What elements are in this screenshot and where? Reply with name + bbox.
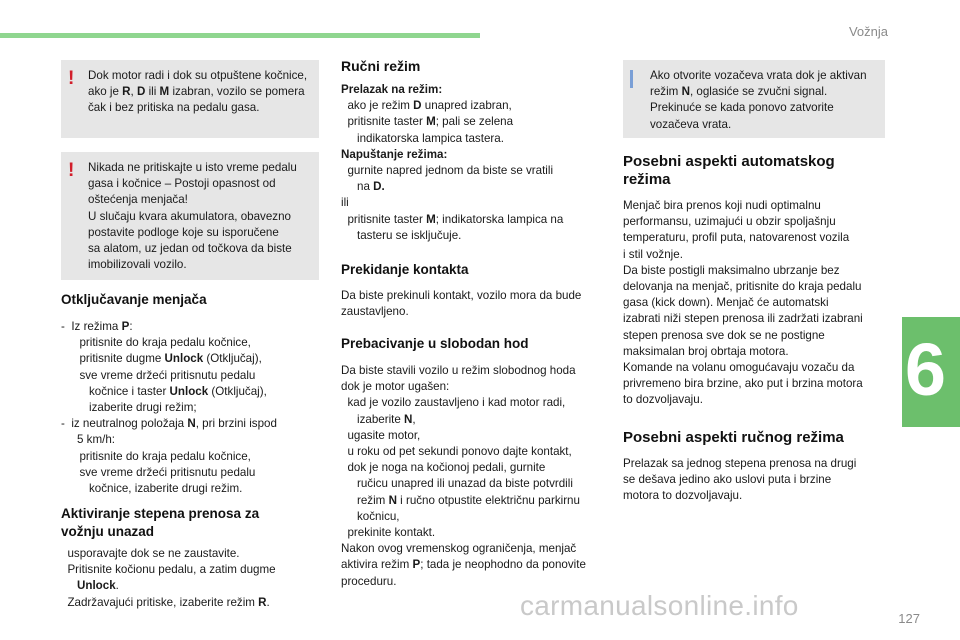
list-item: ručicu unapred ili unazad da biste potvrdili: [357, 477, 573, 491]
list-item: Pritisnite kočionu pedalu, a zatim dugme: [67, 563, 276, 577]
list-item: - iz neutralnog položaja N, pri brzini ispod: [61, 417, 277, 431]
list-item: kad je vozilo zaustavljeno i kad motor radi,: [347, 396, 566, 410]
list-item: tasteru se isključuje.: [357, 228, 462, 242]
list-item: - Iz režima P:: [61, 320, 133, 333]
warning-text: čak i bez pritiska na pedalu gasa.: [88, 101, 260, 115]
heading-ignition-off: Prekidanje kontakta: [341, 262, 469, 277]
heading-freewheel: Prebacivanje u slobodan hod: [341, 336, 529, 351]
list-item: pritisnite dugme Unlock (Otključaj),: [79, 352, 262, 366]
info-box-driver-door: Ako otvorite vozačeva vrata dok je aktivan režim N, oglasiće se zvučni signal. Prekinuće se kada ponovo zatvorite vozačeva vrata.: [623, 60, 885, 138]
list-item: pritisnite do kraja pedalu kočnice,: [79, 336, 251, 350]
freewheel-steps: Da biste stavili vozilo u režim slobodnog hoda dok je motor ugašen: kad je vozilo zaustavljeno i kad motor radi, izaberite N, ugasite motor, u roku od pet sekundi ponovo dajte kontakt, dok je noga na kočionoj pedali, gurnite ručicu unapred ili unazad da biste potvrdili režim N i ručno otpustite električnu parkirnu kočnicu, prekinite kontakt. Nakon ovog vremenskog ograničenja, menjač aktivira režim P; tada je neophodno da ponovite proceduru.: [341, 363, 603, 590]
warning-text: U slučaju kvara akumulatora, obavezno: [88, 209, 291, 223]
warning-text: oštećenja menjača!: [88, 193, 188, 207]
warning-text: sa alatom, uz jedan od točkova da biste: [88, 242, 292, 256]
section-title: Vožnja: [848, 24, 888, 39]
heading-unlock-gearbox: Otključavanje menjača: [61, 292, 207, 307]
warning-text: Dok motor radi i dok su otpuštene kočnice,: [88, 69, 308, 82]
list-item: pritisnite taster M; indikatorska lampica na: [347, 212, 564, 226]
heading-automatic-mode: Posebni aspekti automatskog režima: [623, 153, 835, 188]
list-item: u roku od pet sekundi ponovo dajte kontakt,: [347, 445, 572, 459]
warning-icon: !: [68, 160, 75, 181]
list-item: na D.: [357, 180, 385, 194]
list-item: kočnicu,: [357, 509, 400, 523]
heading-manual-mode: Ručni režim: [341, 58, 421, 74]
reverse-steps: [61, 546, 319, 611]
warning-text: gasa i kočnice – Postoji opasnost od: [88, 177, 276, 191]
page-number: 127: [898, 611, 920, 626]
or-text: ili: [341, 196, 349, 210]
list-item: kočnice i taster Unlock (Otključaj),: [89, 384, 267, 398]
list-item: pritisnite do kraja pedalu kočnice,: [79, 449, 251, 463]
warning-box-pedals: [61, 152, 319, 280]
list-item: dok je noga na kočionoj pedali, gurnite: [347, 461, 546, 475]
list-item: prekinite kontakt.: [347, 526, 436, 540]
list-item: izaberite N,: [357, 412, 416, 426]
list-item: izaberite drugi režim;: [89, 401, 197, 415]
list-item: gurnite napred jednom da biste se vratili: [347, 164, 554, 178]
list-item: ugasite motor,: [347, 428, 421, 442]
header-accent-bar: [0, 33, 480, 38]
manual-mode-steps: [341, 82, 603, 244]
heading-manual-mode-aspects: Posebni aspekti ručnog režima: [623, 429, 844, 446]
chapter-number: 6: [904, 328, 946, 411]
list-item: sve vreme držeći pritisnutu pedalu: [79, 368, 256, 382]
list-item: sve vreme držeći pritisnutu pedalu: [79, 465, 256, 479]
subheading-enter-mode: Prelazak na režim:: [341, 83, 443, 96]
heading-reverse-gear: Aktiviranje stepena prenosa za vožnju unazad: [61, 506, 260, 539]
list-item: ako je režim D unapred izabran,: [347, 99, 512, 113]
list-item: usporavajte dok se ne zaustavite.: [67, 547, 240, 560]
subheading-exit-mode: Napuštanje režima:: [341, 147, 448, 161]
list-item: pritisnite taster M; pali se zelena: [347, 115, 514, 129]
warning-icon: !: [68, 68, 75, 89]
watermark: carmanualsonline.info: [520, 590, 799, 621]
automatic-mode-text: Menjač bira prenos koji nudi optimalnu performansu, uzimajući u obzir spoljašnju temperaturu, profil puta, natovarenost vozila i stil vožnje. Da biste postigli maksimalno ubrzanje bez delovanja na menjač, pritisnite do kraja pedalu gasa (kick down). Menjač će automatski izabrati niži stepen prenosa ili zadržati izabrani stepen prenosa sve dok se ne postigne maksimalan broj obrtaja motora. Komande na volanu omogućavaju vozaču da privremeno bira brzine, ako put i brzina motora to dozvoljavaju.: [623, 199, 863, 407]
warning-text: imobilizovali vozilo.: [88, 258, 187, 272]
list-item: 5 km/h:: [77, 433, 116, 447]
list-item: režim N i ručno otpustite električnu parkirnu: [357, 493, 580, 507]
info-icon: [630, 70, 636, 88]
warning-text: Nikada ne pritiskajte u isto vreme pedalu: [88, 161, 297, 174]
warning-text: ako je R, D ili M izabran, vozilo se pomera: [88, 85, 305, 99]
warning-box-motor-running: [61, 60, 319, 138]
warning-text: postavite podloge koje su isporučene: [88, 225, 279, 239]
list-item: Unlock.: [77, 579, 119, 593]
list-item: Zadržavajući pritiske, izaberite režim R.: [67, 595, 270, 609]
manual-mode-aspects-text: Prelazak sa jednog stepena prenosa na drugi se dešava jedino ako uslovi puta i brzine motora to dozvoljavaju.: [623, 457, 857, 503]
list-item: indikatorska lampica tastera.: [357, 131, 504, 145]
ignition-text: Da biste prekinuli kontakt, vozilo mora da bude zaustavljeno.: [341, 289, 582, 319]
unlock-steps: [61, 319, 319, 497]
list-item: kočnice, izaberite drugi režim.: [89, 482, 243, 496]
